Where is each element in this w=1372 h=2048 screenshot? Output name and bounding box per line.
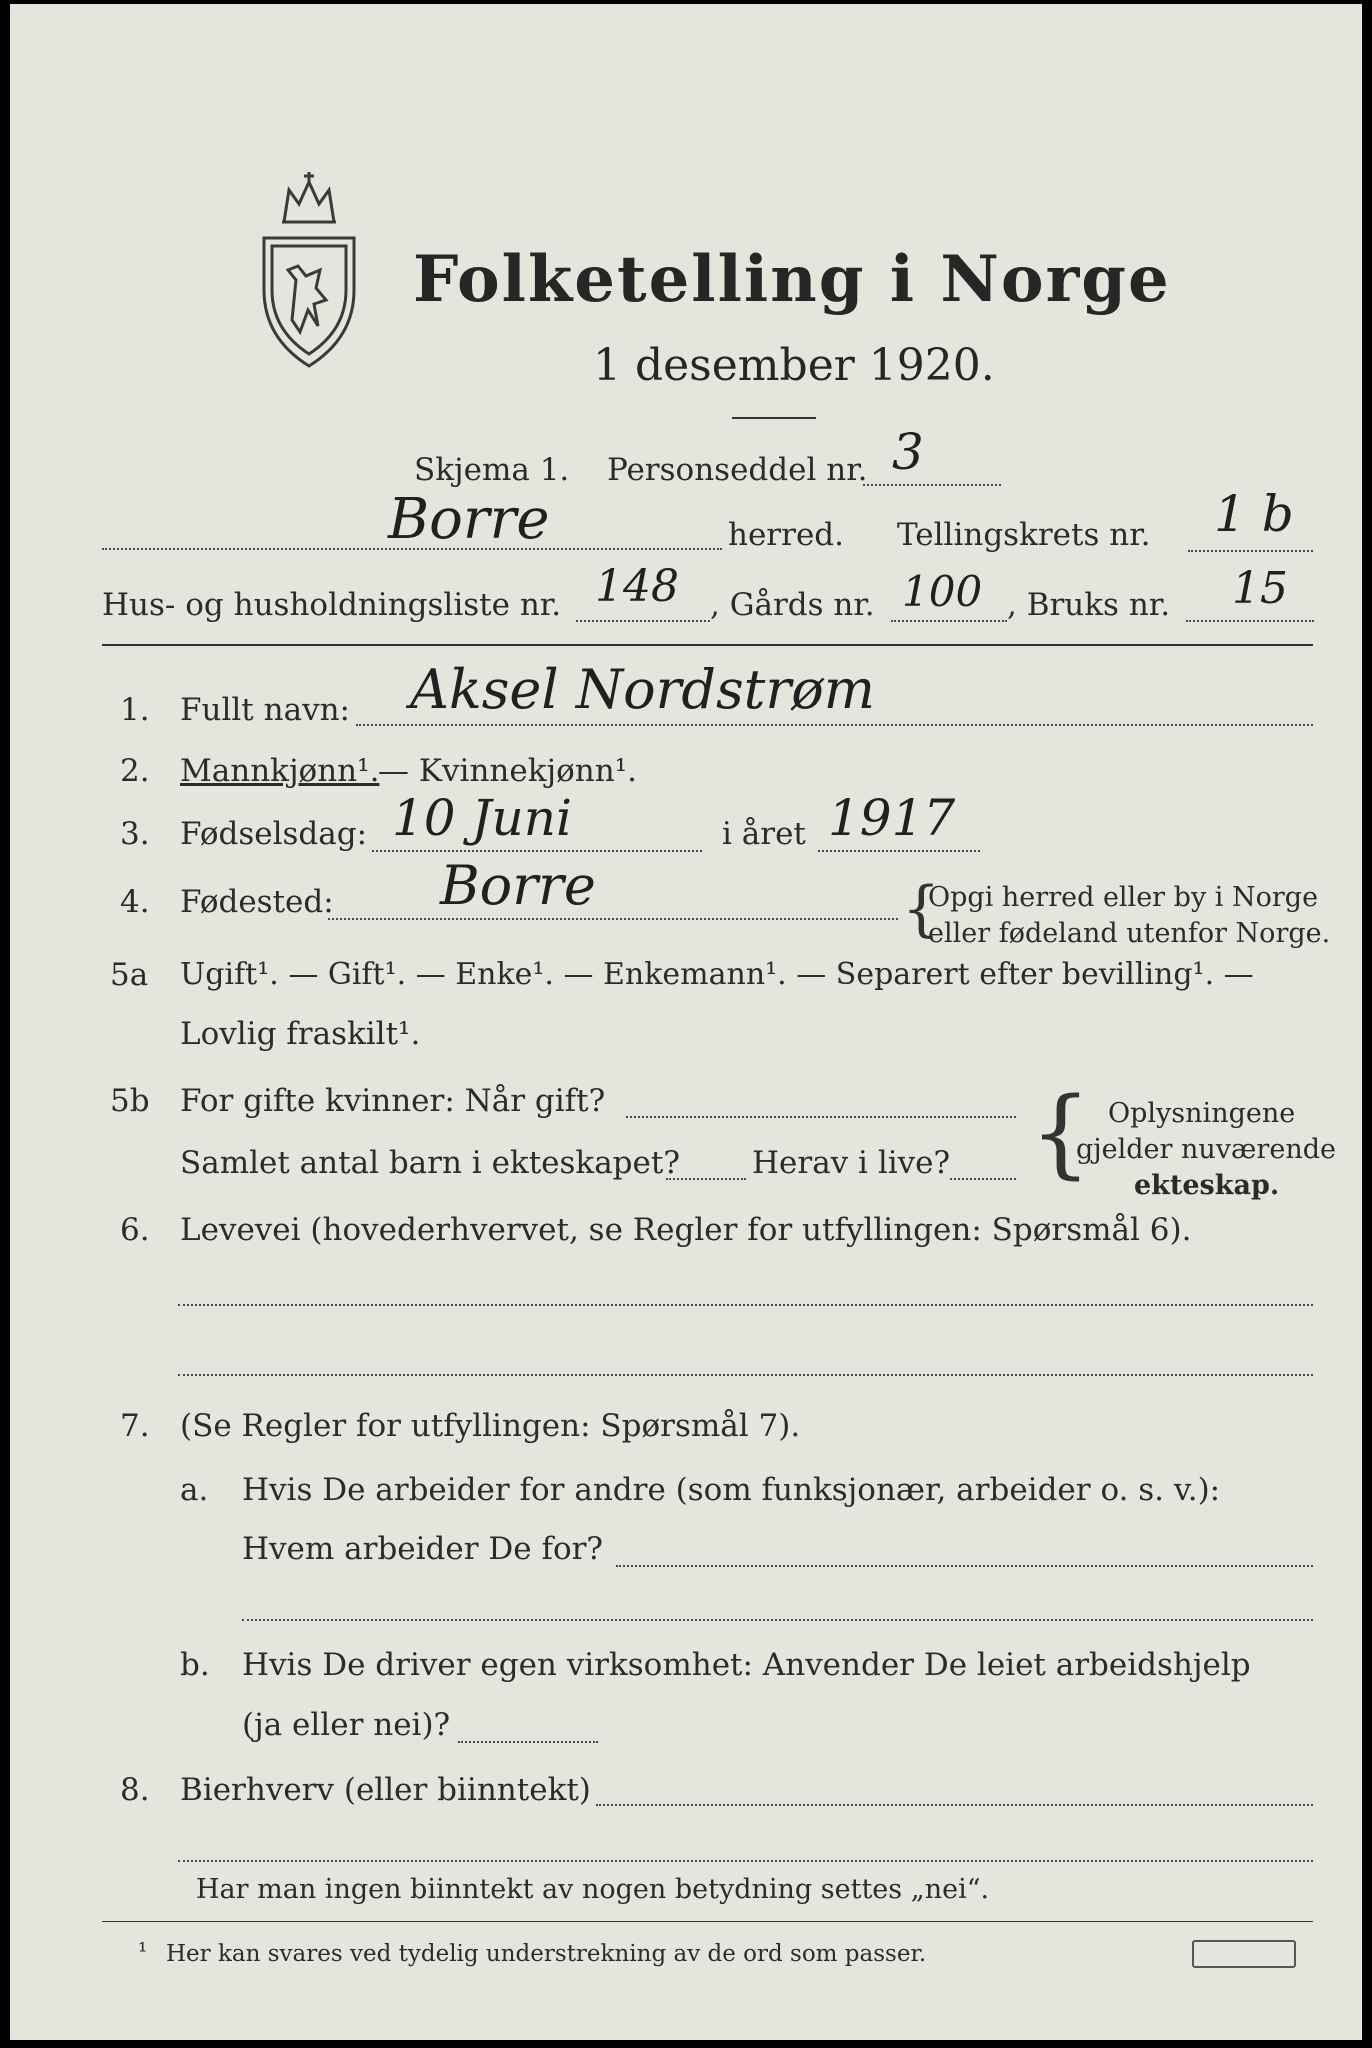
footnote-mark: ¹ — [138, 1939, 148, 1965]
q6-label: Levevei (hovederhvervet, se Regler for utfyllingen: Spørsmål 6). — [180, 1212, 1192, 1248]
q4-label: Fødested: — [180, 884, 334, 920]
bruks-line — [1186, 620, 1314, 622]
q7a-extra-line — [242, 1619, 1313, 1621]
q5a-number: 5a — [110, 957, 149, 993]
q4-note-brace: { — [902, 874, 941, 944]
tellingskrets-value: 1 b — [1214, 485, 1294, 543]
q5a-options-line2: Lovlig fraskilt¹. — [180, 1016, 421, 1052]
q4-note-line1: Opgi herred eller by i Norge — [928, 882, 1319, 913]
q7a-employer-line — [616, 1565, 1313, 1567]
q7b-letter: b. — [180, 1647, 210, 1683]
q1-value: Aksel Nordstrøm — [410, 658, 875, 721]
header-separator — [102, 644, 1313, 646]
q8-note: Har man ingen biinntekt av nogen betydning settes „nei“. — [196, 1874, 990, 1905]
q3-line — [372, 850, 702, 852]
q7b-answer-line — [458, 1741, 598, 1743]
q5b-note-brace: { — [1030, 1077, 1092, 1189]
gards-line — [891, 620, 1007, 622]
husliste-label: Hus- og husholdningsliste nr. — [102, 587, 562, 623]
q5b-number: 5b — [110, 1083, 150, 1119]
q2-female-option: — Kvinnekjønn¹. — [378, 753, 637, 789]
q3-year-label: i året — [722, 816, 806, 852]
husliste-line — [576, 620, 710, 622]
norwegian-coat-of-arms-icon — [254, 170, 364, 370]
q2-number: 2. — [120, 753, 150, 789]
q3-value: 10 Juni — [392, 789, 572, 847]
q6-line2 — [178, 1374, 1313, 1376]
gards-label: , Gårds nr. — [710, 587, 875, 623]
q2-male-option: Mannkjønn¹. — [180, 753, 380, 789]
personseddel-label: Personseddel nr. — [607, 452, 868, 488]
q7b-line1: Hvis De driver egen virksomhet: Anvender De leiet arbeidshjelp — [242, 1647, 1251, 1683]
personseddel-value: 3 — [892, 423, 924, 481]
q5b-note-line2: gjelder nuværende — [1076, 1134, 1336, 1165]
q5b-alive-label: Herav i live? — [752, 1145, 951, 1181]
q5b-note-line1: Oplysningene — [1108, 1098, 1296, 1129]
q3-label: Fødselsdag: — [180, 816, 368, 852]
printer-stamp — [1192, 1940, 1296, 1968]
q7-label: (Se Regler for utfyllingen: Spørsmål 7). — [180, 1408, 801, 1444]
q5b-note-line3: ekteskap. — [1134, 1170, 1280, 1201]
husliste-value: 148 — [595, 561, 679, 612]
q6-line1 — [178, 1304, 1313, 1306]
personseddel-line — [863, 484, 1001, 486]
herred-label: herred. — [728, 517, 844, 553]
bruks-value: 15 — [1232, 563, 1288, 614]
q8-line1 — [596, 1804, 1313, 1806]
tellingskrets-label: Tellingskrets nr. — [897, 517, 1151, 553]
title-divider — [732, 417, 816, 419]
q7-number: 7. — [120, 1408, 150, 1444]
q7a-line2: Hvem arbeider De for? — [242, 1531, 604, 1567]
skjema-label: Skjema 1. — [414, 452, 570, 488]
q8-line2 — [178, 1860, 1313, 1862]
q3-number: 3. — [120, 816, 150, 852]
gards-value: 100 — [902, 567, 983, 616]
bruks-label: , Bruks nr. — [1007, 587, 1171, 623]
q4-line — [328, 918, 898, 920]
q4-value: Borre — [440, 854, 596, 917]
q1-label: Fullt navn: — [180, 692, 350, 728]
q5b-children-label: Samlet antal barn i ekteskapet? — [180, 1145, 680, 1181]
q1-number: 1. — [120, 692, 150, 728]
tellingskrets-line — [1188, 550, 1313, 552]
q5b-alive-line — [950, 1178, 1016, 1180]
q7b-line2: (ja eller nei)? — [242, 1707, 451, 1743]
q5b-married-label: For gifte kvinner: Når gift? — [180, 1083, 606, 1119]
form-title: Folketelling i Norge — [413, 242, 1171, 317]
form-subtitle: 1 desember 1920. — [593, 340, 995, 391]
q5b-married-line — [626, 1116, 1016, 1118]
q7a-line1: Hvis De arbeider for andre (som funksjonær, arbeider o. s. v.): — [242, 1472, 1221, 1508]
footnote-separator — [102, 1921, 1313, 1922]
q8-label: Bierhverv (eller biinntekt) — [180, 1772, 591, 1808]
q5b-children-line — [666, 1178, 746, 1180]
footnote-text: Her kan svares ved tydelig understrekning av de ord som passer. — [166, 1941, 927, 1967]
q6-number: 6. — [120, 1212, 150, 1248]
q4-number: 4. — [120, 884, 150, 920]
q3-year-line — [818, 850, 980, 852]
q3-year-value: 1917 — [828, 789, 956, 847]
herred-value: Borre — [388, 487, 550, 552]
q8-number: 8. — [120, 1772, 150, 1808]
q4-note-line2: eller fødeland utenfor Norge. — [928, 918, 1331, 949]
census-form-page — [10, 4, 1362, 2040]
q1-line — [356, 724, 1313, 726]
q5a-options-line1: Ugift¹. — Gift¹. — Enke¹. — Enkemann¹. — Separert efter bevilling¹. — — [180, 957, 1254, 992]
q7a-letter: a. — [180, 1472, 209, 1508]
